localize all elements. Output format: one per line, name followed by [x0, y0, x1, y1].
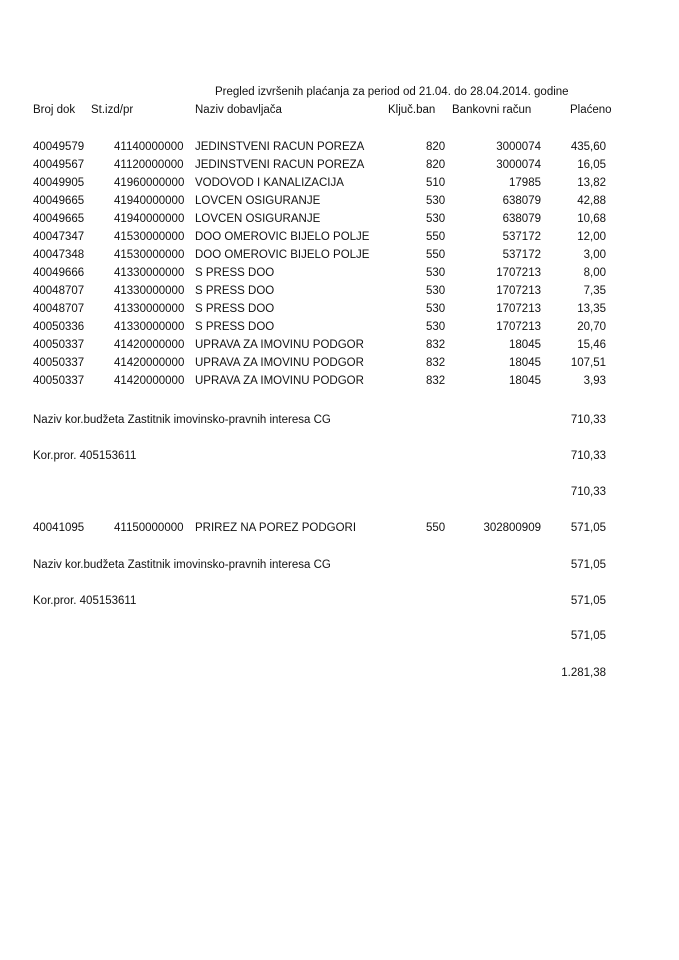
cell-st-izd: 41530000000 — [114, 231, 185, 243]
cell-bankovni-racun: 302800909 — [483, 522, 541, 534]
cell-placeno: 15,46 — [577, 339, 606, 351]
cell-bankovni-racun: 18045 — [509, 339, 541, 351]
cell-broj-dok: 40049666 — [33, 267, 85, 279]
header-bankovni-racun: Bankovni račun — [452, 104, 532, 116]
cell-bankovni-racun: 3000074 — [496, 159, 541, 171]
cell-broj-dok: 40048707 — [33, 285, 85, 297]
cell-broj-dok: 40050337 — [33, 339, 85, 351]
cell-placeno: 16,05 — [577, 159, 606, 171]
budget-total: 571,05 — [570, 559, 606, 571]
cell-bankovni-racun: 17985 — [509, 177, 541, 189]
group2-subtotal-line — [0, 629, 679, 645]
cell-placeno: 435,60 — [570, 141, 606, 153]
table-row — [0, 212, 679, 230]
cell-naziv-dobavljaca: PRIREZ NA POREZ PODGORI — [195, 522, 357, 534]
cell-kljuc-ban: 510 — [426, 177, 446, 189]
cell-kljuc-ban: 820 — [426, 159, 446, 171]
table-row — [0, 521, 679, 539]
cell-kljuc-ban: 550 — [426, 522, 446, 534]
cell-st-izd: 41420000000 — [114, 339, 185, 351]
cell-broj-dok: 40049665 — [33, 213, 85, 225]
cell-broj-dok: 40050337 — [33, 357, 85, 369]
cell-naziv-dobavljaca: JEDINSTVENI RACUN POREZA — [195, 159, 365, 171]
cell-bankovni-racun: 1707213 — [496, 285, 541, 297]
budget-label: Naziv kor.budžeta Zastitnik imovinsko-pravnih interesa CG — [33, 559, 331, 571]
cell-kljuc-ban: 832 — [426, 357, 446, 369]
cell-bankovni-racun: 1707213 — [496, 303, 541, 315]
cell-naziv-dobavljaca: UPRAVA ZA IMOVINU PODGOR — [195, 357, 364, 369]
group2-budget-line — [0, 558, 679, 574]
cell-bankovni-racun: 638079 — [502, 213, 541, 225]
table-row — [0, 176, 679, 194]
table-row — [0, 374, 679, 392]
group2-korpror-line — [0, 594, 679, 610]
cell-placeno: 3,93 — [583, 375, 606, 387]
cell-placeno: 13,35 — [577, 303, 606, 315]
cell-st-izd: 41420000000 — [114, 357, 185, 369]
cell-placeno: 8,00 — [583, 267, 606, 279]
cell-placeno: 3,00 — [583, 249, 606, 261]
table-row — [0, 338, 679, 356]
budget-label: Naziv kor.budžeta Zastitnik imovinsko-pravnih interesa CG — [33, 414, 331, 426]
cell-placeno: 107,51 — [570, 357, 606, 369]
cell-kljuc-ban: 832 — [426, 375, 446, 387]
cell-kljuc-ban: 530 — [426, 303, 446, 315]
cell-bankovni-racun: 18045 — [509, 375, 541, 387]
cell-naziv-dobavljaca: S PRESS DOO — [195, 267, 275, 279]
header-naziv: Naziv dobavljača — [195, 104, 282, 116]
cell-placeno: 20,70 — [577, 321, 606, 333]
table-row — [0, 158, 679, 176]
cell-bankovni-racun: 1707213 — [496, 267, 541, 279]
cell-st-izd: 41420000000 — [114, 375, 185, 387]
cell-broj-dok: 40049665 — [33, 195, 85, 207]
cell-st-izd: 41330000000 — [114, 321, 185, 333]
cell-broj-dok: 40050336 — [33, 321, 85, 333]
cell-bankovni-racun: 3000074 — [496, 141, 541, 153]
korpror-total: 571,05 — [570, 595, 606, 607]
cell-bankovni-racun: 18045 — [509, 357, 541, 369]
cell-broj-dok: 40041095 — [33, 522, 85, 534]
cell-st-izd: 41330000000 — [114, 285, 185, 297]
group1-subtotal-line — [0, 485, 679, 501]
grand-total: 1.281,38 — [561, 667, 606, 679]
cell-st-izd: 41150000000 — [114, 522, 184, 534]
table-row — [0, 248, 679, 266]
cell-bankovni-racun: 1707213 — [496, 321, 541, 333]
subtotal: 710,33 — [570, 486, 606, 498]
cell-placeno: 13,82 — [577, 177, 606, 189]
report-title: Pregled izvršenih plaćanja za period od 21.04. do 28.04.2014. godine — [215, 86, 569, 98]
cell-kljuc-ban: 820 — [426, 141, 446, 153]
cell-naziv-dobavljaca: UPRAVA ZA IMOVINU PODGOR — [195, 339, 364, 351]
subtotal: 571,05 — [570, 630, 606, 642]
header-st-izd: St.izd/pr — [91, 104, 134, 116]
cell-st-izd: 41960000000 — [114, 177, 185, 189]
cell-naziv-dobavljaca: S PRESS DOO — [195, 321, 275, 333]
korpror-label: Kor.pror. 405153611 — [33, 595, 137, 607]
group1-korpror-line — [0, 449, 679, 465]
grand-total-line — [0, 666, 679, 682]
cell-naziv-dobavljaca: DOO OMEROVIC BIJELO POLJE — [195, 231, 370, 243]
cell-naziv-dobavljaca: VODOVOD I KANALIZACIJA — [195, 177, 344, 189]
cell-broj-dok: 40050337 — [33, 375, 85, 387]
budget-total: 710,33 — [570, 414, 606, 426]
cell-naziv-dobavljaca: JEDINSTVENI RACUN POREZA — [195, 141, 365, 153]
cell-kljuc-ban: 530 — [426, 285, 446, 297]
cell-broj-dok: 40049905 — [33, 177, 85, 189]
cell-broj-dok: 40047347 — [33, 231, 85, 243]
cell-kljuc-ban: 530 — [426, 321, 446, 333]
cell-kljuc-ban: 550 — [426, 249, 446, 261]
cell-st-izd: 41940000000 — [114, 195, 185, 207]
cell-naziv-dobavljaca: S PRESS DOO — [195, 285, 275, 297]
korpror-total: 710,33 — [570, 450, 606, 462]
table-row — [0, 356, 679, 374]
cell-bankovni-racun: 537172 — [502, 231, 541, 243]
table-row — [0, 284, 679, 302]
cell-st-izd: 41330000000 — [114, 303, 185, 315]
table-row — [0, 302, 679, 320]
table-row — [0, 194, 679, 212]
cell-bankovni-racun: 638079 — [502, 195, 541, 207]
header-placeno: Plaćeno — [570, 104, 612, 116]
cell-kljuc-ban: 530 — [426, 213, 446, 225]
cell-naziv-dobavljaca: UPRAVA ZA IMOVINU PODGOR — [195, 375, 364, 387]
korpror-label: Kor.pror. 405153611 — [33, 450, 137, 462]
table-row — [0, 320, 679, 338]
cell-placeno: 10,68 — [577, 213, 606, 225]
cell-broj-dok: 40048707 — [33, 303, 85, 315]
cell-st-izd: 41330000000 — [114, 267, 185, 279]
cell-kljuc-ban: 550 — [426, 231, 446, 243]
cell-placeno: 7,35 — [583, 285, 606, 297]
header-kljuc-ban: Ključ.ban — [388, 104, 436, 116]
cell-naziv-dobavljaca: DOO OMEROVIC BIJELO POLJE — [195, 249, 370, 261]
cell-st-izd: 41120000000 — [114, 159, 184, 171]
header-broj-dok: Broj dok — [33, 104, 76, 116]
table-row — [0, 266, 679, 284]
cell-kljuc-ban: 832 — [426, 339, 446, 351]
cell-st-izd: 41140000000 — [114, 141, 184, 153]
cell-st-izd: 41530000000 — [114, 249, 185, 261]
table-row — [0, 230, 679, 248]
cell-kljuc-ban: 530 — [426, 267, 446, 279]
cell-placeno: 12,00 — [577, 231, 606, 243]
cell-broj-dok: 40047348 — [33, 249, 85, 261]
cell-kljuc-ban: 530 — [426, 195, 446, 207]
cell-broj-dok: 40049579 — [33, 141, 85, 153]
cell-naziv-dobavljaca: LOVCEN OSIGURANJE — [195, 213, 321, 225]
table-row — [0, 140, 679, 158]
cell-naziv-dobavljaca: S PRESS DOO — [195, 303, 275, 315]
cell-placeno: 571,05 — [570, 522, 606, 534]
cell-broj-dok: 40049567 — [33, 159, 85, 171]
cell-st-izd: 41940000000 — [114, 213, 185, 225]
cell-naziv-dobavljaca: LOVCEN OSIGURANJE — [195, 195, 321, 207]
cell-placeno: 42,88 — [577, 195, 606, 207]
cell-bankovni-racun: 537172 — [502, 249, 541, 261]
group1-budget-line — [0, 413, 679, 429]
